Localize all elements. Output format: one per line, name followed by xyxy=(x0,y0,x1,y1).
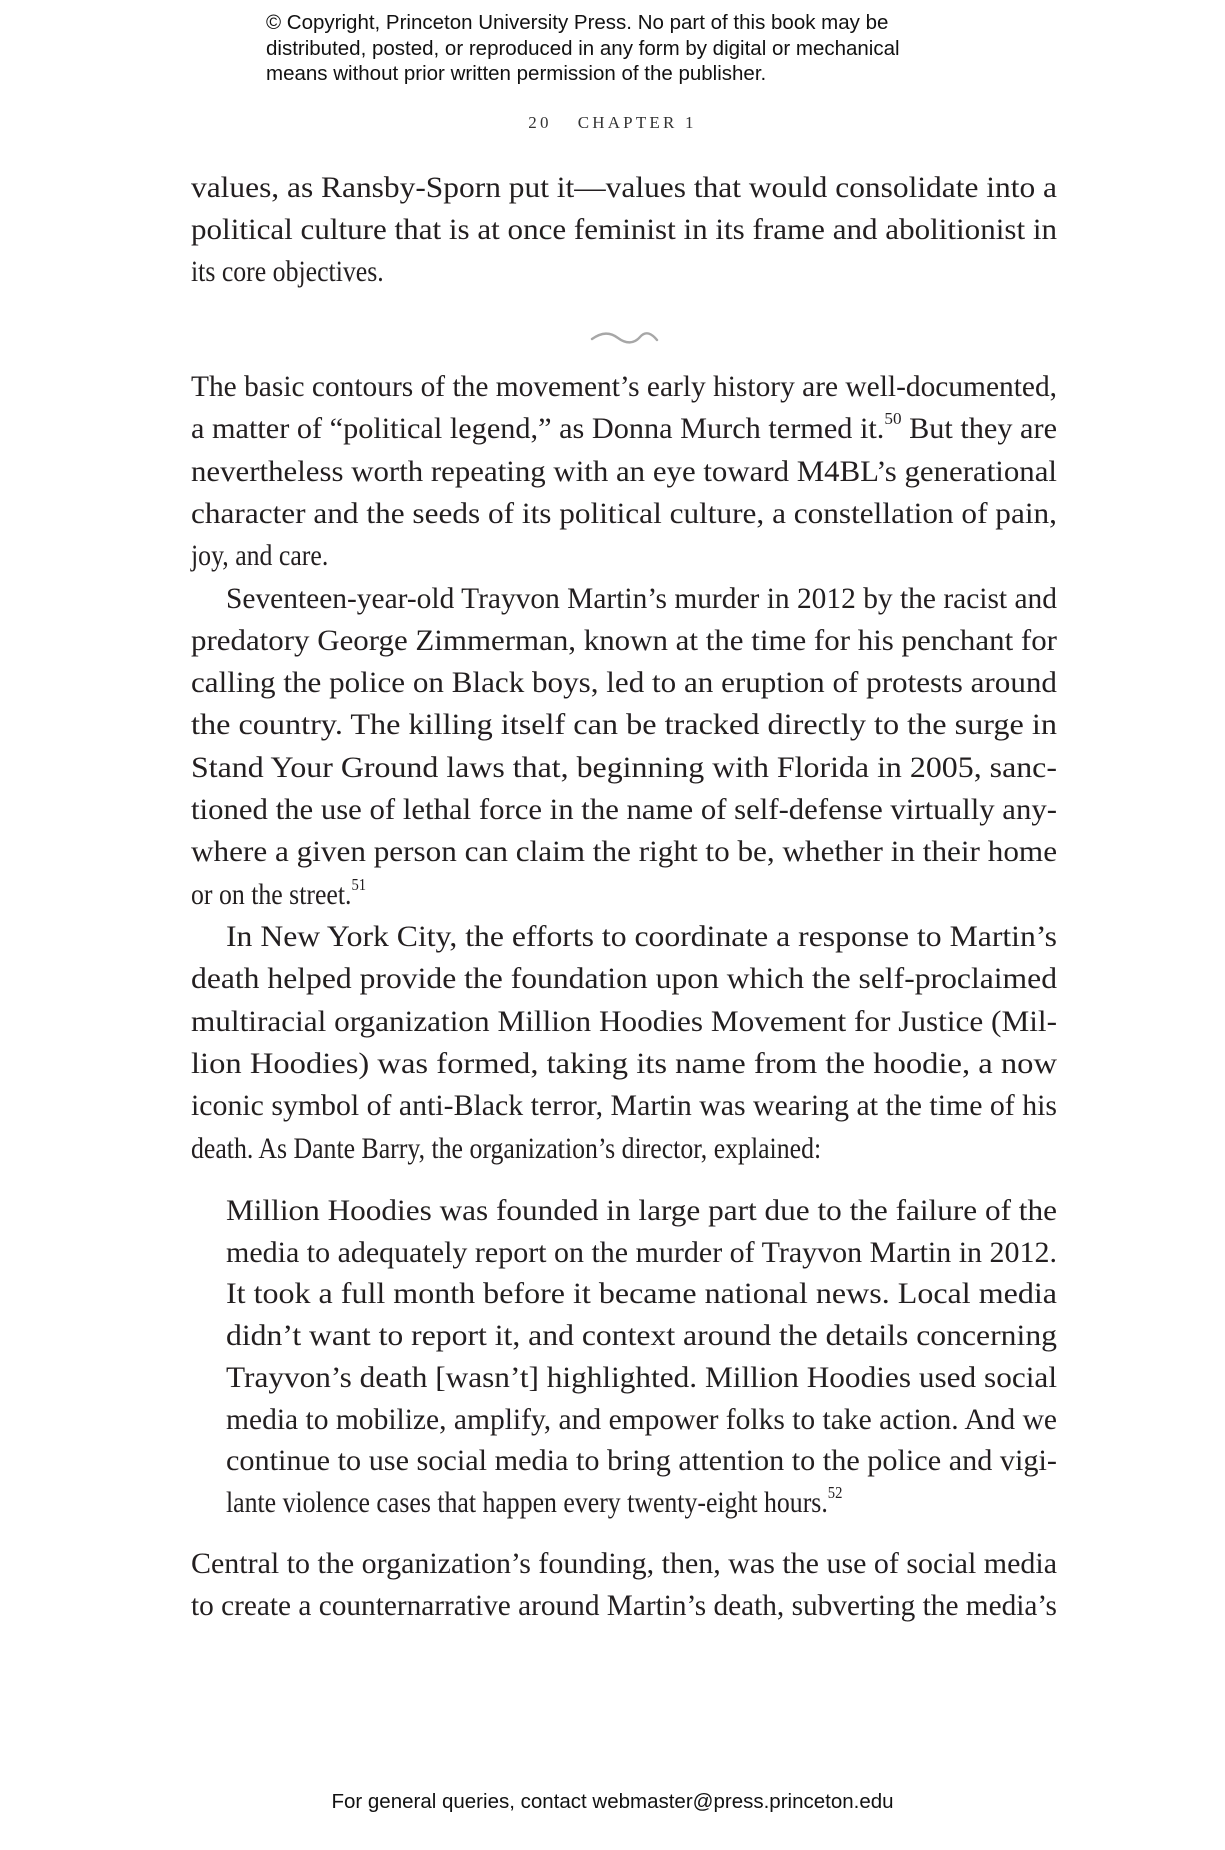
line-text: nevertheless worth repeating with an eye toward M4BL’s generational xyxy=(191,454,1057,488)
line-text: lante violence cases that happen every twenty-eight hours. xyxy=(226,1485,828,1519)
text-line xyxy=(191,620,1057,662)
line-text: Million Hoodies was founded in large part due to the failure of the xyxy=(226,1194,1057,1227)
text-line xyxy=(191,366,1057,408)
text-line xyxy=(226,1440,1057,1482)
line-text: or on the street. xyxy=(191,877,352,911)
line-text: In New York City, the efforts to coordinate a response to Martin’s xyxy=(226,920,1057,953)
text-line xyxy=(191,209,1057,251)
line-text: media to adequately report on the murder of Trayvon Martin in 2012. xyxy=(226,1235,1058,1269)
text-line xyxy=(191,1043,1057,1085)
text-line xyxy=(191,535,328,577)
text-line xyxy=(226,1399,1057,1441)
line-text: its core objectives. xyxy=(191,255,384,288)
text-line xyxy=(191,831,1057,873)
line-text: tioned the use of lethal force in the name of self-defense virtually any- xyxy=(191,793,1057,826)
footer-contact: For general queries, contact webmaster@press.princeton.edu xyxy=(331,1790,894,1813)
text-line xyxy=(226,1482,842,1524)
text-line xyxy=(191,1543,1057,1585)
text-line xyxy=(191,1085,1057,1127)
text-line xyxy=(226,1357,1057,1399)
copyright-line: means without prior written permission of the publisher. xyxy=(266,62,767,85)
line-text: values, as Ransby-Sporn put it—values that would consolidate into a xyxy=(191,171,1057,204)
copyright-notice xyxy=(266,10,1026,87)
line-text: media to mobilize, amplify, and empower folks to take action. And we xyxy=(226,1402,1057,1436)
text-line xyxy=(226,1315,1057,1357)
text-line xyxy=(191,451,1057,493)
text-line xyxy=(226,1232,1057,1274)
text-line xyxy=(191,1585,1057,1627)
line-text: Seventeen-year-old Trayvon Martin’s murder in 2012 by the racist and xyxy=(226,581,1057,615)
text-line xyxy=(191,251,384,293)
text-line xyxy=(191,1128,821,1170)
line-text: political culture that is at once feminist in its frame and abolitionist in xyxy=(191,213,1058,246)
line-text: to create a counternarrative around Martin’s death, subverting the media’s xyxy=(191,1589,1057,1622)
line-text: predatory George Zimmerman, known at the time for his penchant for xyxy=(191,623,1057,657)
text-line xyxy=(191,493,1057,535)
line-text: multiracial organization Million Hoodies Movement for Justice (Mil- xyxy=(191,1004,1057,1038)
line-text: continue to use social media to bring attention to the police and vigi- xyxy=(226,1444,1057,1478)
line-text: Trayvon’s death [wasn’t] highlighted. Million Hoodies used social xyxy=(226,1360,1058,1394)
footnote-reference[interactable]: 51 xyxy=(351,874,367,894)
text-line xyxy=(191,789,1057,831)
copyright-line: © Copyright, Princeton University Press. No part of this book may be xyxy=(266,11,889,34)
text-line xyxy=(191,1001,1057,1043)
text-line xyxy=(191,167,1057,209)
running-head xyxy=(0,113,1225,133)
line-text: death. As Dante Barry, the organization’s director, explained: xyxy=(191,1131,822,1165)
line-text: The basic contours of the movement’s early history are well-documented, xyxy=(191,370,1058,403)
text-line xyxy=(226,578,1057,620)
text-line xyxy=(226,916,1057,958)
line-text: where a given person can claim the right to be, whether in their home xyxy=(191,835,1058,869)
line-text: a matter of “political legend,” as Donna Murch termed it. xyxy=(191,412,885,446)
text-line xyxy=(191,958,1057,1000)
page-number: 20 xyxy=(528,113,552,132)
line-text: But they are xyxy=(901,412,1058,446)
footnote-reference[interactable]: 50 xyxy=(884,409,902,429)
chapter-label: CHAPTER 1 xyxy=(577,113,697,132)
line-text: character and the seeds of its political culture, a constellation of pain, xyxy=(191,496,1057,530)
tilde-ornament-icon xyxy=(588,328,660,348)
line-text: It took a full month before it became national news. Local media xyxy=(226,1277,1057,1311)
copyright-line: distributed, posted, or reproduced in any form by digital or mechanical xyxy=(266,36,900,60)
line-text: Stand Your Ground laws that, beginning with Florida in 2005, sanc- xyxy=(191,750,1057,784)
line-text: calling the police on Black boys, led to an eruption of protests around xyxy=(191,666,1057,700)
line-text: death helped provide the foundation upon which the self-proclaimed xyxy=(191,962,1058,996)
footnote-reference[interactable]: 52 xyxy=(827,1482,843,1502)
text-line xyxy=(191,874,366,916)
line-text: iconic symbol of anti-Black terror, Martin was wearing at the time of his xyxy=(191,1089,1058,1123)
line-text: joy, and care. xyxy=(191,539,329,573)
text-line xyxy=(226,1190,1057,1232)
line-text: didn’t want to report it, and context around the details concerning xyxy=(226,1319,1058,1353)
line-text: the country. The killing itself can be tracked directly to the surge in xyxy=(191,708,1057,742)
text-line xyxy=(226,1273,1057,1315)
text-line xyxy=(191,747,1057,789)
line-text: Central to the organization’s founding, then, was the use of social media xyxy=(191,1547,1058,1580)
line-text: lion Hoodies) was formed, taking its name from the hoodie, a now xyxy=(191,1046,1057,1080)
text-line xyxy=(191,704,1057,746)
text-line xyxy=(191,662,1057,704)
text-line xyxy=(191,408,1057,450)
